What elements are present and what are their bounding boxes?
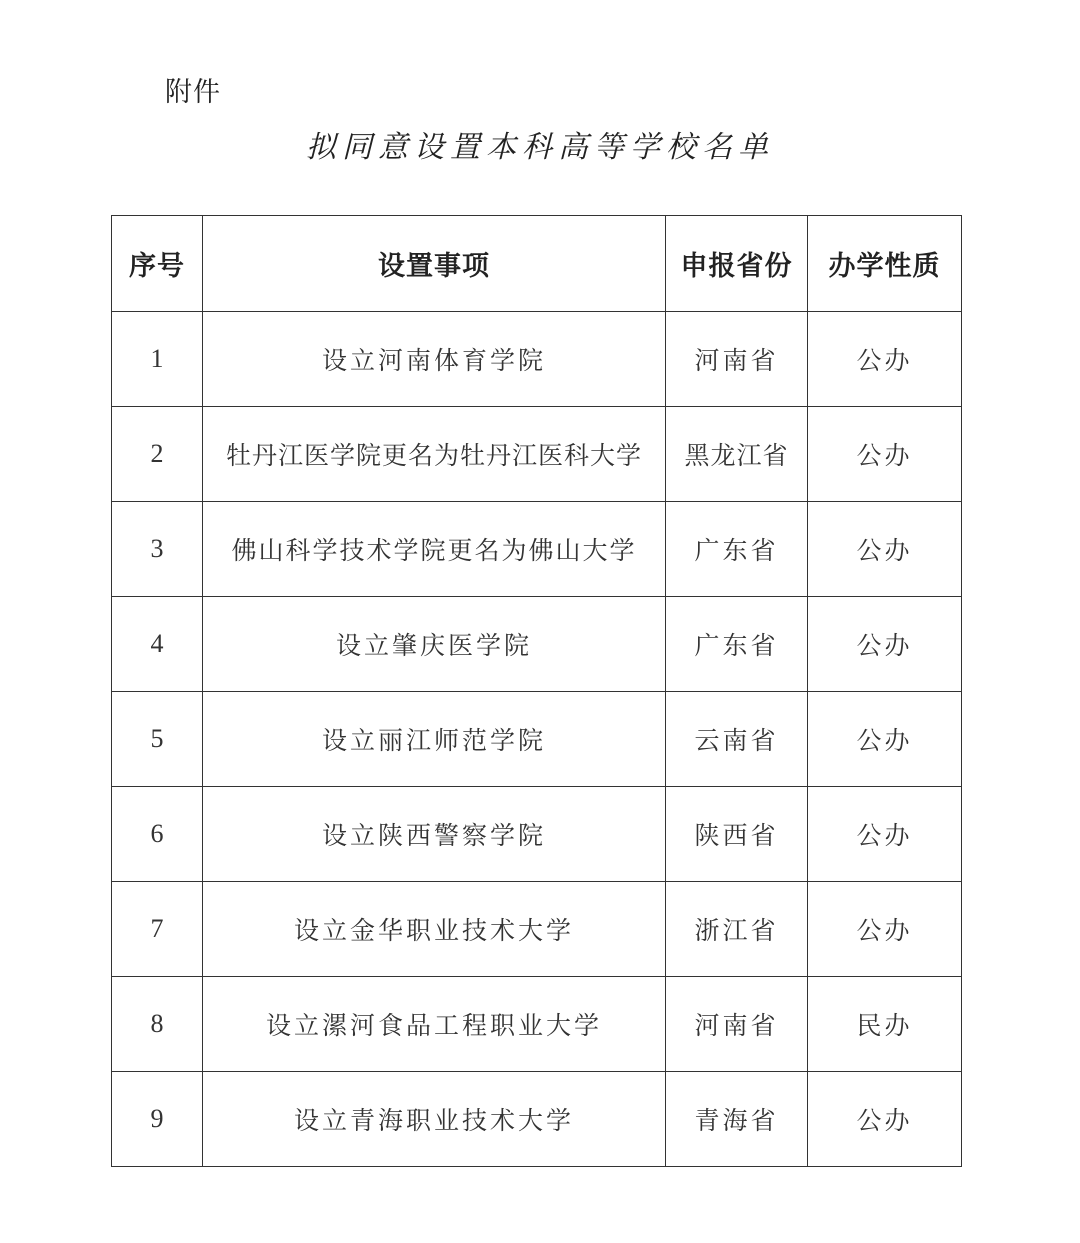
table-row [112, 977, 962, 1072]
cell-item: 设立陕西警察学院 [203, 787, 666, 882]
cell-no: 3 [112, 502, 203, 597]
cell-nature: 公办 [808, 692, 962, 787]
cell-nature: 公办 [808, 1072, 962, 1167]
table-row [112, 597, 962, 692]
table-row [112, 1072, 962, 1167]
header-no: 序号 [112, 216, 203, 312]
cell-province: 浙江省 [666, 882, 808, 977]
cell-province: 广东省 [666, 502, 808, 597]
cell-no: 1 [112, 312, 203, 407]
cell-no: 9 [112, 1072, 203, 1167]
cell-province: 陕西省 [666, 787, 808, 882]
cell-province: 云南省 [666, 692, 808, 787]
attachment-label: 附件 [165, 77, 221, 108]
table-row [112, 882, 962, 977]
page-title: 拟同意设置本科高等学校名单 [306, 130, 774, 165]
table-row [112, 407, 962, 502]
table-row [112, 692, 962, 787]
cell-nature: 民办 [808, 977, 962, 1072]
table-row [112, 312, 962, 407]
table-header-row [112, 216, 962, 312]
cell-province: 广东省 [666, 597, 808, 692]
cell-nature: 公办 [808, 312, 962, 407]
cell-nature: 公办 [808, 597, 962, 692]
cell-province: 河南省 [666, 312, 808, 407]
cell-no: 6 [112, 787, 203, 882]
cell-item: 设立金华职业技术大学 [203, 882, 666, 977]
cell-item: 牡丹江医学院更名为牡丹江医科大学 [203, 407, 666, 502]
cell-no: 8 [112, 977, 203, 1072]
cell-province: 黑龙江省 [666, 407, 808, 502]
cell-no: 2 [112, 407, 203, 502]
cell-no: 5 [112, 692, 203, 787]
cell-item: 设立青海职业技术大学 [203, 1072, 666, 1167]
cell-item: 设立漯河食品工程职业大学 [203, 977, 666, 1072]
header-item: 设置事项 [203, 216, 666, 312]
cell-nature: 公办 [808, 787, 962, 882]
header-province: 申报省份 [666, 216, 808, 312]
cell-item: 设立河南体育学院 [203, 312, 666, 407]
header-nature: 办学性质 [808, 216, 962, 312]
cell-nature: 公办 [808, 502, 962, 597]
cell-province: 河南省 [666, 977, 808, 1072]
cell-no: 7 [112, 882, 203, 977]
cell-nature: 公办 [808, 407, 962, 502]
cell-item: 佛山科学技术学院更名为佛山大学 [203, 502, 666, 597]
cell-province: 青海省 [666, 1072, 808, 1167]
cell-no: 4 [112, 597, 203, 692]
table-row [112, 787, 962, 882]
cell-item: 设立丽江师范学院 [203, 692, 666, 787]
cell-nature: 公办 [808, 882, 962, 977]
table-row [112, 502, 962, 597]
cell-item: 设立肇庆医学院 [203, 597, 666, 692]
university-list-table [111, 215, 962, 1167]
